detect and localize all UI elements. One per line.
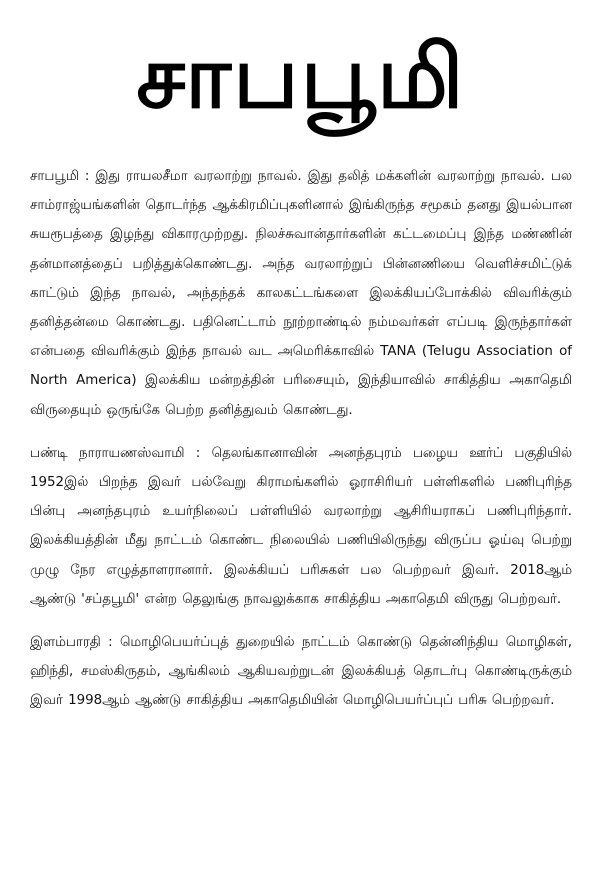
paragraph-novel-description: சாபபூமி : இது ராயலசீமா வரலாற்று நாவல். இது தலித் மக்களின் வரலாற்று நாவல். பல சாம்ராஜ்யங்களின் தொடர்ந்த ஆக்கிரமிப்புகளினால் இங்கிருந்த சமூகம் தனது இயல்பான சுயரூபத்தை இழந்து விகாரமுற்றது. நிலச்சுவான்தார்களின் கட்டமைப்பு இந்த மண்ணின் தன்மானத்தைப் பறித்துக்கொண்டது. அந்த வரலாற்றுப் பின்னணியை வெளிச்சமிட்டுக் காட்டும் இந்த நாவல், அந்தந்தக் காலகட்டங்களை இலக்கியப்போக்கில் விவரிக்கும் தனித்தன்மை கொண்டது. பதினெட்டாம் நூற்றாண்டில் நம்மவர்கள் எப்படி இருந்தார்கள் என்பதை விவரிக்கும் இந்த நாவல் வட அமெரிக்காவில் TANA (Telugu Association of North America) இலக்கிய மன்றத்தின் பரிசையும், இந்தியாவில் சாகித்திய அகாதெமி விருதையும் ஒருங்கே பெற்ற தனித்துவம் கொண்டது. [30, 169, 572, 418]
paragraph-translator-bio: இளம்பாரதி : மொழிபெயர்ப்புத் துறையில் நாட்டம் கொண்டு தென்னிந்திய மொழிகள், ஹிந்தி, சமஸ்கிருதம், ஆங்கிலம் ஆகியவற்றுடன் இலக்கியத் தொடர்பு கொண்டிருக்கும் இவர் 1998ஆம் ஆண்டு சாகித்திய அகாதெமியின் மொழிபெயர்ப்புப் பரிசு பெற்றவர். [30, 635, 572, 709]
paragraph-author-bio: பண்டி நாராயணஸ்வாமி : தெலங்கானாவின் அனந்தபுரம் பழைய ஊர்ப் பகுதியில் 1952இல் பிறந்த இவர் பல்வேறு கிராமங்களில் ஓராசிரியர் பள்ளிகளில் பணிபுரிந்த பின்பு அனந்தபுரம் உயர்நிலைப் பள்ளியில் வரலாற்று ஆசிரியராகப் பணிபுரிந்தார். இலக்கியத்தின் மீது நாட்டம் கொண்ட நிலையில் பணியிலிருந்து விருப்ப ஓய்வு பெற்று முழு நேர எழுத்தாளரானார். இலக்கியப் பரிசுகள் பல பெற்றவர் இவர். 2018ஆம் ஆண்டு 'சப்தபூமி' என்ற தெலுங்கு நாவலுக்காக சாகித்திய அகாதெமி விருது பெற்றவர். [30, 445, 572, 607]
book-title: சாபபூமி [136, 25, 466, 128]
